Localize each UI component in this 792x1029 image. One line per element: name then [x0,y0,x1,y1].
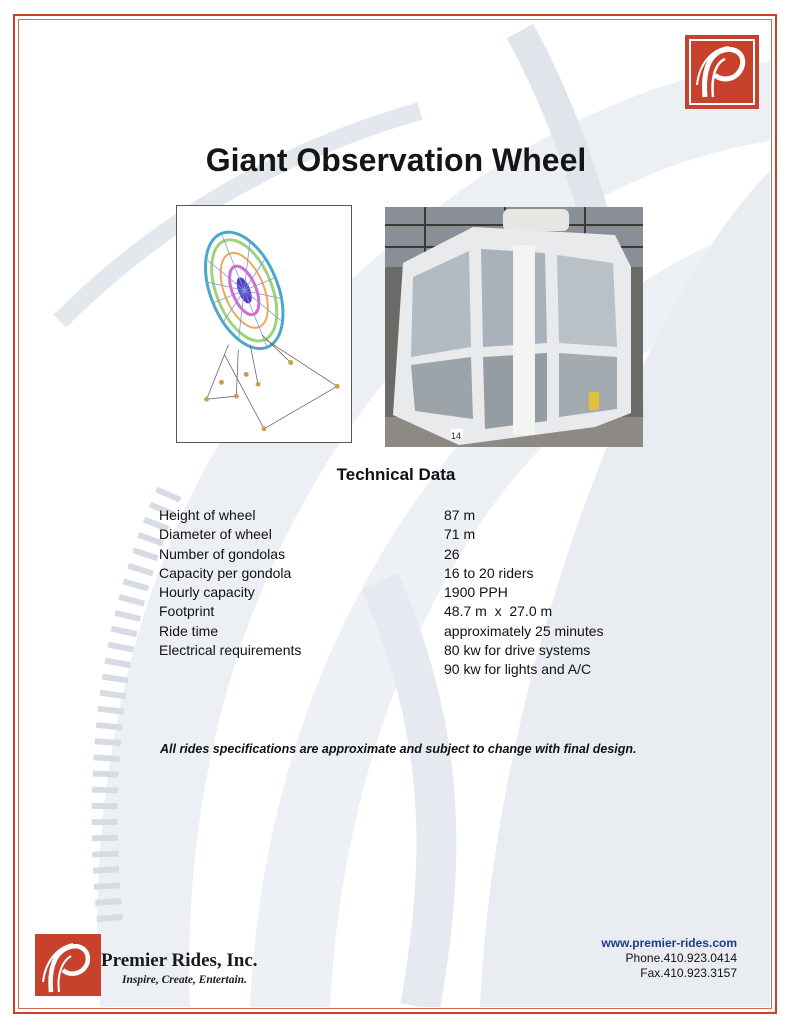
company-tagline: Inspire, Create, Entertain. [122,974,247,986]
contact-block [601,936,737,981]
spec-label: Electrical requirements [159,642,302,659]
photo-label: 14 [451,431,462,441]
spec-value: 16 to 20 riders [444,564,534,581]
spec-value: 1900 PPH [444,584,508,601]
spec-value: 87 m [444,507,476,523]
spec-label: Number of gondolas [159,545,286,562]
spec-row [159,583,604,602]
wheel-structure-diagram [176,205,352,443]
spec-label [159,660,444,679]
spec-row [159,660,604,679]
spec-label: Hourly capacity [159,584,255,601]
disclaimer-text: All rides specifications are approximate and subject to change with final design. [160,742,637,756]
website-link[interactable]: www.premier-rides.com [601,936,737,950]
spec-value: 48.7 m x 27.0 m [444,603,553,620]
spec-row [159,545,604,564]
spec-value: 71 m [444,526,476,543]
spec-label: Ride time [159,622,219,639]
spec-label: Height of wheel [159,507,256,523]
spec-row [159,622,604,641]
spec-row [159,641,604,660]
premier-rides-logo-icon [35,934,101,996]
spec-label: Diameter of wheel [159,526,272,543]
spec-value: 26 [444,545,460,562]
spec-value: 80 kw for drive systems [444,642,591,659]
spec-row [159,525,604,544]
spec-label: Capacity per gondola [159,564,292,581]
spec-row [159,602,604,621]
phone-number: Phone.410.923.0414 [625,951,737,965]
technical-data-heading: Technical Data [336,465,456,484]
spec-label: Footprint [159,603,215,620]
premier-rides-logo-icon [685,35,759,109]
page-title: Giant Observation Wheel [205,142,587,178]
gondola-photo [385,207,643,447]
spec-value: approximately 25 minutes [444,622,604,639]
spec-row [159,506,604,525]
fax-number: Fax.410.923.3157 [640,966,737,980]
spec-row [159,564,604,583]
spec-value: 90 kw for lights and A/C [444,661,592,678]
company-name: Premier Rides, Inc. [101,950,258,971]
spec-table [159,506,604,680]
